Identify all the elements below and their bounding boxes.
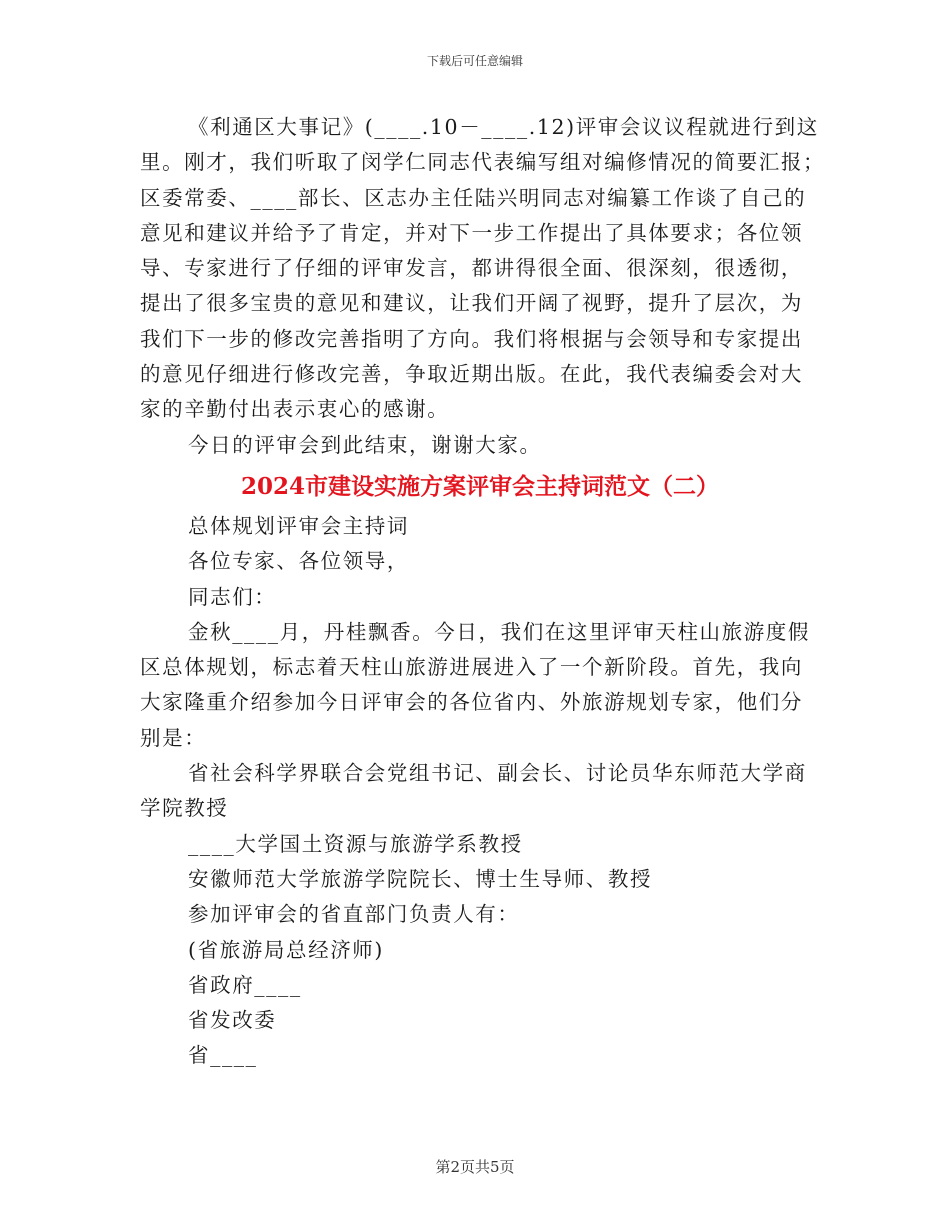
paragraph-line: 提出了很多宝贵的意见和建议，让我们开阔了视野，提升了层次，为	[140, 291, 803, 316]
paragraph-line: ____大学国土资源与旅游学系教授	[188, 831, 523, 856]
paragraph-line: 省社会科学界联合会党组书记、副会长、讨论员华东师范大学商	[188, 761, 807, 786]
paragraph-line: 意见和建议并给予了肯定，并对下一步工作提出了具体要求；各位领	[140, 220, 803, 245]
paragraph-line: 省____	[188, 1043, 258, 1068]
paragraph-line: 安徽师范大学旅游学院院长、博士生导师、教授	[188, 866, 653, 891]
paragraph-line: 别是：	[140, 725, 207, 750]
paragraph-line: 区委常委、____部长、区志办主任陆兴明同志对编纂工作谈了自己的	[140, 185, 807, 210]
section-title: 2024市建设实施方案评审会主持词范文（二）	[240, 472, 719, 500]
paragraph-line: 金秋____月，丹桂飘香。今日，我们在这里评审天柱山旅游度假	[188, 619, 810, 644]
paragraph-line: 我们下一步的修改完善指明了方向。我们将根据与会领导和专家提出	[140, 326, 803, 351]
paragraph-line: 各位专家、各位领导，	[188, 549, 409, 574]
paragraph-line: 导、专家进行了仔细的评审发言，都讲得很全面、很深刻，很透彻，	[140, 256, 803, 281]
paragraph-line: 今日的评审会到此结束，谢谢大家。	[188, 432, 542, 457]
paragraph-line: 总体规划评审会主持词	[188, 513, 409, 538]
paragraph-line: 参加评审会的省直部门负责人有：	[188, 902, 520, 927]
paragraph-line: (省旅游局总经济师)	[188, 937, 384, 962]
paragraph-line: 大家隆重介绍参加今日评审会的各位省内、外旅游规划专家，他们分	[140, 690, 803, 715]
document-body	[140, 110, 826, 1074]
paragraph-line: 里。刚才，我们听取了闵学仁同志代表编写组对编修情况的简要汇报；	[140, 150, 826, 175]
page-footer: 第2页共5页	[435, 1158, 515, 1176]
paragraph-line: 学院教授	[140, 796, 229, 821]
paragraph-line: 的意见仔细进行修改完善，争取近期出版。在此，我代表编委会对大	[140, 362, 803, 387]
paragraph-line: 区总体规划，标志着天柱山旅游进展进入了一个新阶段。首先，我向	[140, 655, 803, 680]
paragraph-line: 《利通区大事记》(____.10－____.12)评审会议议程就进行到这	[188, 115, 819, 139]
paragraph-line: 省发改委	[188, 1008, 277, 1033]
paragraph-line: 同志们：	[188, 584, 277, 609]
paragraph-line: 省政府____	[188, 972, 302, 997]
paragraph-line: 家的辛勤付出表示衷心的感谢。	[140, 397, 450, 422]
page-header: 下载后可任意编辑	[426, 54, 523, 68]
